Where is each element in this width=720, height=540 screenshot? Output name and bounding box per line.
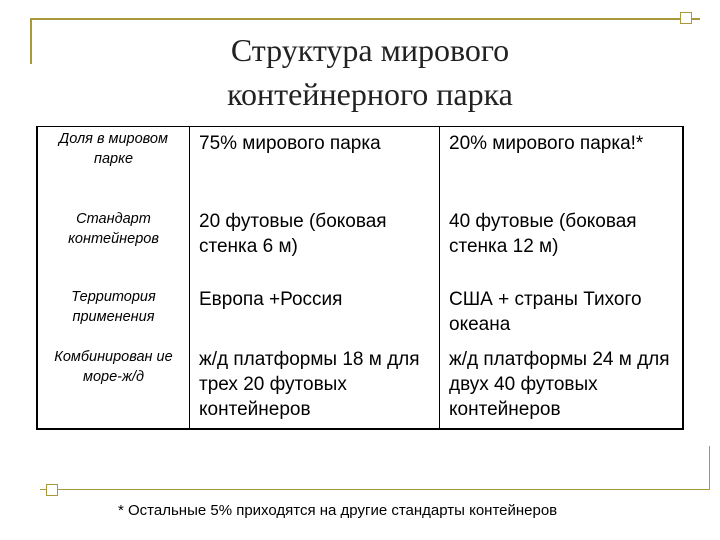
table-divider-2 [439, 127, 440, 428]
cell-share-40ft-text: 20% мирового парка!* [449, 133, 644, 154]
cell-territory-20ft [193, 287, 433, 312]
frame-bottom-line [40, 489, 710, 490]
cell-share-20ft-text: 75% мирового парка [199, 133, 381, 154]
cell-territory-40ft-text: США + страны Тихого океана [449, 289, 642, 335]
row-label-territory [38, 287, 189, 327]
cell-territory-20ft-text: Европа +Россия [199, 289, 343, 310]
row-label-territory-text: Территория применения [71, 289, 156, 325]
slide-title [140, 28, 600, 116]
cell-combined-20ft [193, 347, 433, 422]
row-label-share [38, 129, 189, 169]
cell-share-40ft [443, 131, 683, 156]
cell-share-20ft [193, 131, 437, 156]
title-line-2: контейнерного парка [227, 76, 513, 112]
cell-combined-20ft-text: ж/д платформы 18 м для трех 20 футовых контейнеров [199, 349, 420, 420]
title-line-1: Структура мирового [230, 32, 510, 68]
row-label-combined [38, 347, 189, 387]
row-label-standard-text: Стандарт контейнеров [68, 211, 159, 247]
cell-standard-20ft [193, 209, 433, 259]
cell-standard-40ft-text: 40 футовые (боковая стенка 12 м) [449, 211, 637, 257]
table-divider-1 [189, 127, 190, 428]
cell-standard-40ft [443, 209, 683, 259]
frame-top-line [30, 18, 700, 20]
cell-combined-40ft-text: ж/д платформы 24 м для двух 40 футовых контейнеров [449, 349, 670, 420]
row-label-share-text: Доля в мировом парке [59, 131, 168, 167]
frame-right-line [709, 446, 710, 490]
container-fleet-table [36, 126, 684, 430]
row-label-combined-text: Комбинирован ие море-ж/д [54, 349, 173, 385]
cell-standard-20ft-text: 20 футовые (боковая стенка 6 м) [199, 211, 387, 257]
row-label-standard [38, 209, 189, 249]
cell-combined-40ft [443, 347, 683, 422]
frame-corner-square [680, 12, 692, 24]
cell-territory-40ft [443, 287, 683, 337]
frame-corner-square-bottom [46, 484, 58, 496]
frame-left-line [30, 18, 32, 64]
footnote: * Остальные 5% приходятся на другие стандарты контейнеров [118, 502, 558, 519]
